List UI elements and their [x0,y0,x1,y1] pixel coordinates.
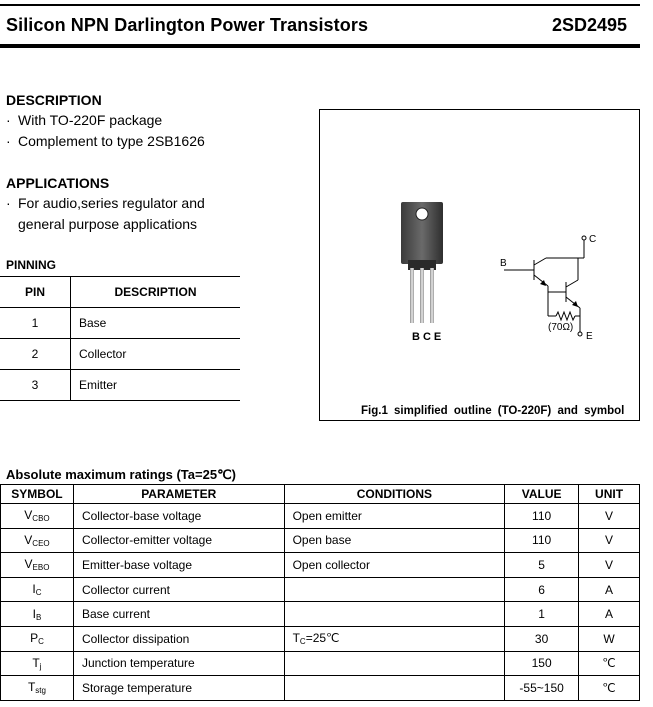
unit-cell: ℃ [579,651,640,676]
applications-item: · For audio,series regulator and [6,195,205,211]
pin-number: 1 [0,308,71,339]
unit-cell: A [579,577,640,602]
conditions-cell [284,651,505,676]
value-cell: 150 [505,651,579,676]
package-pin-labels: BCE [412,331,445,343]
unit-cell: V [579,504,640,529]
table-row [1,602,640,627]
table-row [1,651,640,676]
symbol-cell: $V_{EBO}$ [1,553,74,578]
unit-cell: ℃ [579,676,640,701]
table-row [1,577,640,602]
symbol-cell: $V_{CBO}$ [1,504,74,529]
table-header-row [0,277,240,308]
symbol-pin-b: B [500,258,507,269]
unit-cell: A [579,602,640,627]
col-value: VALUE [505,485,579,504]
pin-description: Emitter [79,378,118,392]
conditions-cell [284,676,505,701]
parameter-cell: Junction temperature [73,651,284,676]
unit-cell: V [579,528,640,553]
col-description: DESCRIPTION [114,285,197,299]
unit-cell: W [579,626,640,651]
value-cell: 5 [505,553,579,578]
description-heading: DESCRIPTION [6,92,102,108]
conditions-cell [284,602,505,627]
ratings-heading: Absolute maximum ratings (Ta=25℃) [6,467,236,482]
symbol-cell: $I_C$ [1,577,74,602]
parameter-cell: Collector current [73,577,284,602]
value-cell: -55~150 [505,676,579,701]
parameter-cell: Collector dissipation [73,626,284,651]
col-unit: UNIT [579,485,640,504]
ratings-table [0,484,640,701]
symbol-cell: $P_C$ [1,626,74,651]
col-symbol: SYMBOL [1,485,74,504]
to220f-package-image [398,200,448,325]
resistor-value: (70Ω) [548,322,574,333]
conditions-cell: Open collector [284,553,505,578]
symbol-cell: $V_{CEO}$ [1,528,74,553]
header-rule [0,44,640,48]
applications-item-cont: general purpose applications [18,216,198,232]
table-row [0,339,240,370]
pin-number: 2 [0,339,71,370]
pinning-heading: PINNING [6,258,57,272]
col-conditions: CONDITIONS [284,485,505,504]
conditions-cell: $T_C=25℃$ [284,626,505,651]
table-row [1,626,640,651]
pin-description: Base [79,316,107,330]
value-cell: 30 [505,626,579,651]
table-row [1,504,640,529]
parameter-cell: Base current [73,602,284,627]
value-cell: 1 [505,602,579,627]
pinning-table [0,276,240,401]
description-item: · With TO-220F package [6,112,163,128]
document-title: Silicon NPN Darlington Power Transistors [6,15,369,35]
parameter-cell: Emitter-base voltage [73,553,284,578]
parameter-cell: Collector-emitter voltage [73,528,284,553]
table-row [0,370,240,401]
col-parameter: PARAMETER [73,485,284,504]
part-number: 2SD2495 [551,15,627,35]
parameter-cell: Collector-base voltage [73,504,284,529]
symbol-pin-e: E [586,331,593,342]
table-header-row [1,485,640,504]
table-row [1,528,640,553]
symbol-cell: $I_B$ [1,602,74,627]
value-cell: 110 [505,504,579,529]
table-row [1,553,640,578]
symbol-pin-c: C [589,234,597,245]
conditions-cell: Open base [284,528,505,553]
darlington-symbol-icon [498,228,608,343]
value-cell: 6 [505,577,579,602]
conditions-cell: Open emitter [284,504,505,529]
col-pin: PIN [0,277,71,308]
parameter-cell: Storage temperature [73,676,284,701]
description-item: · Complement to type 2SB1626 [6,133,205,149]
pin-number: 3 [0,370,71,401]
symbol-cell: $T_{stg}$ [1,676,74,701]
table-row [0,308,240,339]
applications-heading: APPLICATIONS [6,175,110,191]
value-cell: 110 [505,528,579,553]
table-row [1,676,640,701]
figure-caption: Fig.1 simplified outline (TO-220F) and symbol [361,405,625,417]
pin-description: Collector [79,347,127,361]
symbol-cell: $T_j$ [1,651,74,676]
unit-cell: V [579,553,640,578]
conditions-cell [284,577,505,602]
top-rule [0,4,640,6]
